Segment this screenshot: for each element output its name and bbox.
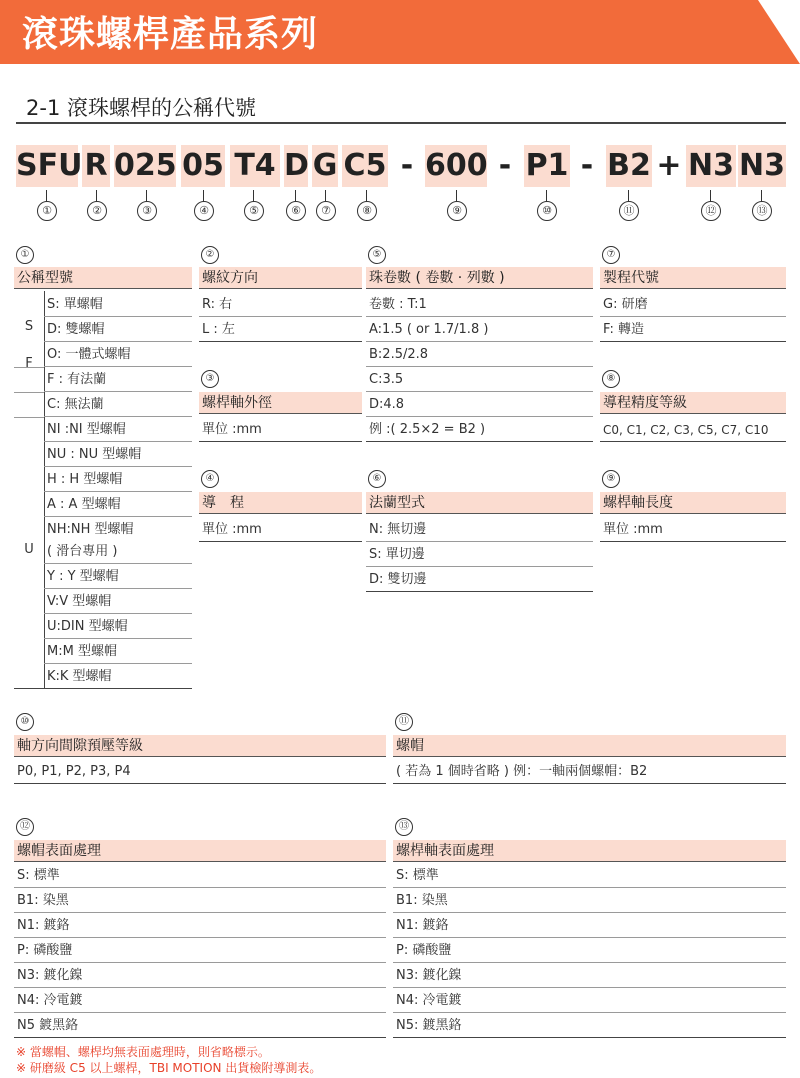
- list-item: NH:NH 型螺帽: [47, 522, 134, 537]
- section-11-header: 螺帽: [393, 735, 786, 757]
- list-item: P0, P1, P2, P3, P4: [14, 760, 386, 784]
- section-11-number: ⑪: [395, 713, 413, 731]
- group-divider: [14, 392, 44, 393]
- list-item: S: 單螺帽: [44, 293, 192, 317]
- list-item: B:2.5/2.8: [366, 343, 593, 367]
- list-item: N5 鍍黑鉻: [14, 1014, 386, 1038]
- list-item: NU : NU 型螺帽: [44, 443, 192, 467]
- section-title: 2-1 滾珠螺桿的公稱代號: [26, 96, 256, 120]
- list-item: N4: 冷電鍍: [14, 989, 386, 1013]
- code-separator: +: [656, 148, 682, 183]
- code-part-5: T4: [230, 145, 280, 187]
- list-item: C:3.5: [366, 368, 593, 392]
- list-item: S: 單切邊: [366, 543, 593, 567]
- list-item: S: 標準: [393, 864, 786, 888]
- code-number: ⑪: [619, 201, 639, 221]
- code-part-3: 025: [114, 145, 176, 187]
- header-banner: [0, 0, 800, 64]
- list-item: 卷數 : T:1: [366, 293, 593, 317]
- section-7-header: 製程代號: [600, 267, 786, 289]
- section-2-number: ②: [201, 246, 219, 264]
- section-4-header: 導 程: [199, 492, 362, 514]
- list-item: U:DIN 型螺帽: [44, 615, 192, 639]
- list-item: N5: 鍍黑鉻: [393, 1014, 786, 1038]
- code-number: ⑬: [752, 201, 772, 221]
- code-part-2: R: [82, 145, 110, 187]
- code-separator: -: [580, 148, 594, 183]
- section-9-header: 螺桿軸長度: [600, 492, 786, 514]
- section-4-number: ④: [201, 470, 219, 488]
- section-divider: [16, 122, 786, 124]
- code-part-6: D: [284, 145, 308, 187]
- code-number: ⑦: [316, 201, 336, 221]
- code-part-13: N3: [738, 145, 786, 187]
- list-item: N3: 鍍化鎳: [14, 964, 386, 988]
- code-number: ⑤: [244, 201, 264, 221]
- list-item: 單位 :mm: [600, 518, 786, 542]
- section-5-header: 珠卷數 ( 卷數 · 列數 ): [366, 267, 593, 289]
- code-number: ⑨: [447, 201, 467, 221]
- list-item: P: 磷酸鹽: [14, 939, 386, 963]
- list-item: L : 左: [199, 318, 362, 342]
- code-part-4: 05: [181, 145, 225, 187]
- code-number: ②: [87, 201, 107, 221]
- code-number: ⑥: [286, 201, 306, 221]
- list-item: A : A 型螺帽: [44, 493, 192, 517]
- code-part-10: P1: [524, 145, 570, 187]
- list-item: F : 有法蘭: [44, 368, 192, 392]
- list-item: N: 無切邊: [366, 518, 593, 542]
- list-item: N1: 鍍鉻: [14, 914, 386, 938]
- section-6-header: 法蘭型式: [366, 492, 593, 514]
- footnote: ※ 當螺帽、螺桿均無表面處理時，則省略標示。: [16, 1045, 270, 1059]
- list-item: C: 無法蘭: [44, 393, 192, 417]
- list-item: P: 磷酸鹽: [393, 939, 786, 963]
- section-1-header: 公稱型號: [14, 267, 192, 289]
- list-item: N4: 冷電鍍: [393, 989, 786, 1013]
- list-item: 單位 :mm: [199, 418, 362, 442]
- list-item: 單位 :mm: [199, 518, 362, 542]
- section-3-header: 螺桿軸外徑: [199, 392, 362, 414]
- section-8-number: ⑧: [602, 370, 620, 388]
- code-number: ①: [37, 201, 57, 221]
- list-item: C0, C1, C2, C3, C5, C7, C10: [600, 418, 786, 442]
- list-item: H : H 型螺帽: [44, 468, 192, 492]
- list-item: S: 標準: [14, 864, 386, 888]
- code-part-11: B2: [606, 145, 652, 187]
- list-item: N1: 鍍鉻: [393, 914, 786, 938]
- list-item: NI :NI 型螺帽: [44, 418, 192, 442]
- code-part-8: C5: [342, 145, 388, 187]
- code-separator: -: [498, 148, 512, 183]
- list-item: V:V 型螺帽: [44, 590, 192, 614]
- group-label-f: F: [25, 356, 33, 371]
- footnote: ※ 研磨級 C5 以上螺桿，TBI MOTION 出貨檢附導測表。: [16, 1061, 322, 1075]
- code-number: ④: [194, 201, 214, 221]
- list-item: N3: 鍍化鎳: [393, 964, 786, 988]
- section-12-number: ⑫: [16, 818, 34, 836]
- list-item: B1: 染黑: [14, 889, 386, 913]
- group-divider: [14, 417, 44, 418]
- section-13-number: ⑬: [395, 818, 413, 836]
- code-part-9: 600: [425, 145, 487, 187]
- code-part-1: SFU: [16, 145, 78, 187]
- section-8-header: 導程精度等級: [600, 392, 786, 414]
- section-5-number: ⑤: [368, 246, 386, 264]
- section-1-number: ①: [16, 246, 34, 264]
- list-item: B1: 染黑: [393, 889, 786, 913]
- section-2-header: 螺紋方向: [199, 267, 362, 289]
- group-divider: [14, 367, 44, 368]
- list-item: K:K 型螺帽: [14, 665, 192, 689]
- section-10-number: ⑩: [16, 713, 34, 731]
- list-item: F: 轉造: [600, 318, 786, 342]
- code-number: ⑩: [537, 201, 557, 221]
- list-item: Y : Y 型螺帽: [44, 565, 192, 589]
- section-3-number: ③: [201, 370, 219, 388]
- list-item: R: 右: [199, 293, 362, 317]
- section-13-header: 螺桿軸表面處理: [393, 840, 786, 862]
- list-item: D: 雙螺帽: [44, 318, 192, 342]
- code-part-7: G: [312, 145, 338, 187]
- code-part-12: N3: [686, 145, 736, 187]
- banner-corner: [758, 0, 800, 64]
- code-number: ⑧: [357, 201, 377, 221]
- list-item: ( 若為 1 個時省略 ) 例：一軸兩個螺帽：B2: [393, 760, 786, 784]
- section-7-number: ⑦: [602, 246, 620, 264]
- page-title: 滾珠螺桿產品系列: [22, 14, 319, 55]
- list-item: D: 雙切邊: [366, 568, 593, 592]
- list-item: 例 :( 2.5×2 = B2 ): [366, 418, 593, 442]
- section-9-number: ⑨: [602, 470, 620, 488]
- list-item: O: 一體式螺帽: [44, 343, 192, 367]
- group-label-s: S: [24, 319, 34, 334]
- section-10-header: 軸方向間隙預壓等級: [14, 735, 386, 757]
- list-item: M:M 型螺帽: [44, 640, 192, 664]
- list-item: A:1.5 ( or 1.7/1.8 ): [366, 318, 593, 342]
- code-number: ③: [137, 201, 157, 221]
- code-separator: -: [400, 148, 414, 183]
- list-item: D:4.8: [366, 393, 593, 417]
- section-6-number: ⑥: [368, 470, 386, 488]
- list-item: G: 研磨: [600, 293, 786, 317]
- section-12-header: 螺帽表面處理: [14, 840, 386, 862]
- group-label-u: U: [24, 542, 34, 557]
- code-number: ⑫: [701, 201, 721, 221]
- list-item: ( 滑台專用 ): [44, 540, 192, 564]
